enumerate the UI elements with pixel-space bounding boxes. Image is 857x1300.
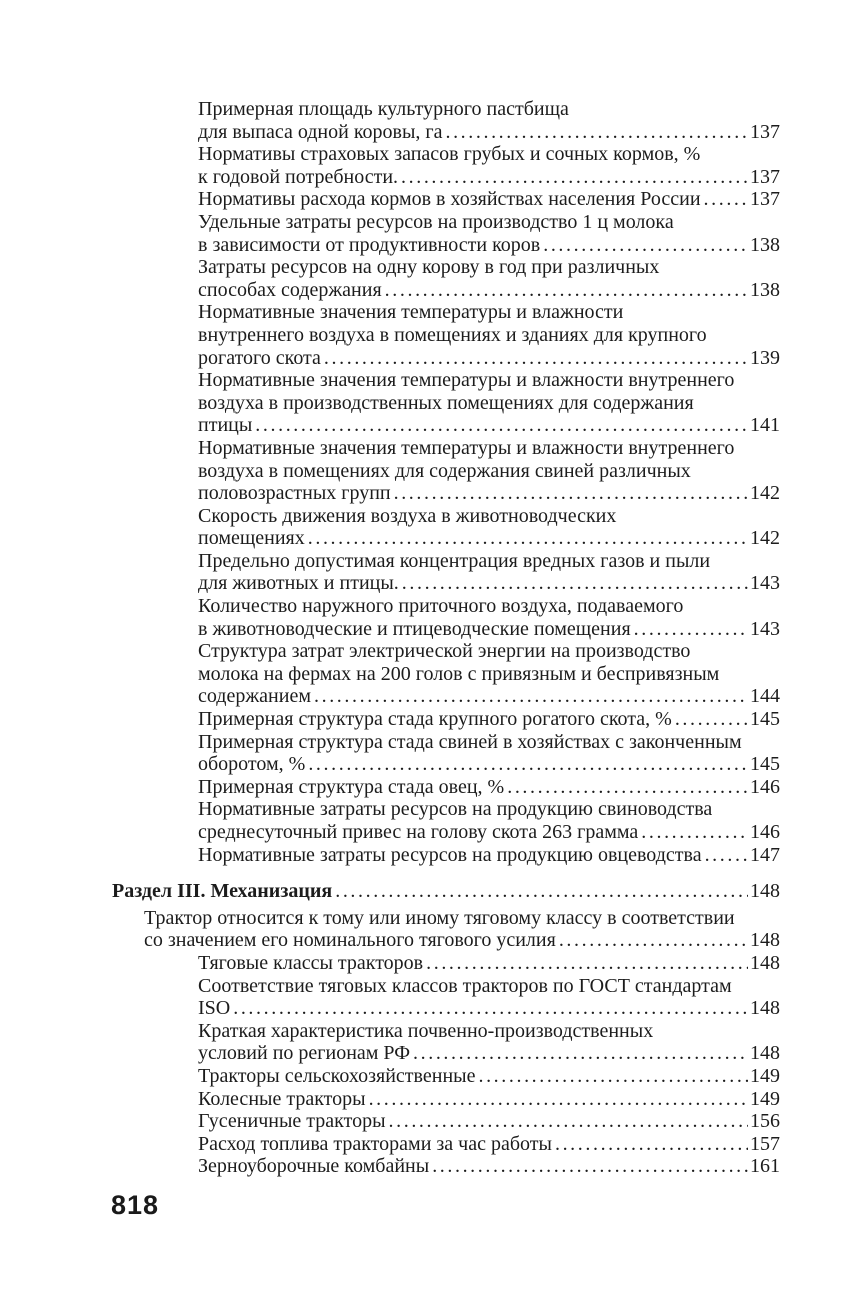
toc-entry-line: Нормативные значения температуры и влажности внутреннего <box>198 369 735 392</box>
toc-entry-title: птицы <box>198 414 253 437</box>
dot-leader <box>369 1088 748 1111</box>
toc-entry-line <box>198 685 780 708</box>
toc-entry-line: Нормативные затраты ресурсов на продукцию свиноводства <box>198 798 713 821</box>
toc-entry <box>0 1088 780 1111</box>
toc-page-number: 137 <box>750 120 780 143</box>
toc-entry <box>0 143 780 188</box>
toc-entry-line <box>198 997 780 1020</box>
toc-page-number: 149 <box>750 1064 780 1087</box>
toc-entry <box>0 188 780 211</box>
toc-entry-line: воздуха в помещениях для содержания свиней различных <box>198 459 691 482</box>
toc-entry <box>0 907 780 952</box>
toc-entry-title: условий по регионам РФ <box>198 1042 411 1065</box>
toc-entry-line <box>198 482 780 505</box>
dot-leader <box>507 776 748 799</box>
toc-entry-line <box>198 527 780 550</box>
dot-leader <box>675 708 748 731</box>
dot-leader <box>308 753 748 776</box>
toc-entry-title: для выпаса одной коровы, га <box>198 120 443 143</box>
toc-entry <box>0 952 780 975</box>
toc-entry-line: Примерная структура стада свиней в хозяйствах с законченным <box>198 730 742 753</box>
toc-entry <box>0 550 780 595</box>
toc-page-number: 142 <box>750 527 780 550</box>
toc-page-number: 137 <box>750 188 780 211</box>
toc-page-number: 143 <box>750 572 780 595</box>
toc-section-heading <box>0 880 780 903</box>
toc-page-number: 146 <box>750 775 780 798</box>
toc-page-number: 141 <box>750 414 780 437</box>
dot-leader <box>401 166 748 189</box>
toc-entry <box>0 1065 780 1088</box>
toc-entry-title: Примерная структура стада овец, % <box>198 775 505 798</box>
toc-entry-line: Нормативы страховых запасов грубых и сочных кормов, % <box>198 143 701 166</box>
toc-page-number: 145 <box>750 708 780 731</box>
toc-entry-title: оборотом, % <box>198 753 306 776</box>
toc-entry-title: Колесные тракторы <box>198 1087 366 1110</box>
toc-entry-title: Гусеничные тракторы <box>198 1110 386 1133</box>
toc-entry-title: Тракторы сельскохозяйственные <box>198 1064 476 1087</box>
toc-entry-line <box>198 234 780 257</box>
toc-entry-line <box>198 1133 780 1156</box>
dot-leader <box>543 234 748 257</box>
folio-page-number: 818 <box>111 1190 160 1220</box>
toc-entry <box>0 98 780 143</box>
toc-entry-line: Трактор относится к тому или иному тяговому классу в соответствии <box>144 906 735 929</box>
toc-entry-title: Тяговые классы тракторов <box>198 951 424 974</box>
toc-entry-line: Количество наружного приточного воздуха, подаваемого <box>198 595 684 618</box>
toc-page-number: 147 <box>750 843 780 866</box>
toc-entry-title: в животноводческие и птицеводческие помещения <box>198 617 631 640</box>
dot-leader <box>233 997 748 1020</box>
toc-page-number: 156 <box>750 1110 780 1133</box>
toc-entry-line <box>198 347 780 370</box>
toc-entry-line <box>198 414 780 437</box>
toc-entry-title: со значением его номинального тягового усилия <box>144 929 556 952</box>
toc-entry-title: ISO <box>198 997 231 1020</box>
toc-entry <box>0 708 780 731</box>
dot-leader <box>445 121 748 144</box>
dot-leader <box>634 618 748 641</box>
toc-page-number: 161 <box>750 1155 780 1178</box>
toc-entry-line: Соответствие тяговых классов тракторов по ГОСТ стандартам <box>198 974 732 997</box>
toc-page-number: 148 <box>750 1042 780 1065</box>
toc-entry <box>0 595 780 640</box>
toc-entry-line: Краткая характеристика почвенно-производственных <box>198 1019 654 1042</box>
toc-entry-line <box>198 572 780 595</box>
toc-entry <box>0 437 780 505</box>
dot-leader <box>478 1065 748 1088</box>
toc-entry <box>0 256 780 301</box>
dot-leader <box>324 347 748 370</box>
toc-entry-title: помещениях <box>198 527 305 550</box>
toc-entry <box>0 1110 780 1133</box>
toc-entry-title: в зависимости от продуктивности коров <box>198 233 541 256</box>
toc-entry-line: воздуха в производственных помещениях для содержания <box>198 391 694 414</box>
dot-leader <box>335 880 748 903</box>
dot-leader <box>308 527 748 550</box>
toc-entry-line: Нормативные значения температуры и влажности <box>198 301 624 324</box>
toc-entry <box>0 731 780 776</box>
toc-page-number: 146 <box>750 821 780 843</box>
dot-leader <box>705 844 748 867</box>
toc-entry-line: внутреннего воздуха в помещениях и зданиях для крупного <box>198 323 707 346</box>
toc-entry <box>0 505 780 550</box>
dot-leader <box>704 188 748 211</box>
toc-entry <box>0 369 780 437</box>
toc-entry <box>0 211 780 256</box>
toc-entry-line <box>198 166 780 189</box>
toc-entry-title: половозрастных групп <box>198 482 391 505</box>
toc-entry-title: Зерноуборочные комбайны <box>198 1155 430 1178</box>
toc-entry-line <box>198 188 780 211</box>
toc-entry-title: Нормативы расхода кормов в хозяйствах населения России <box>198 188 701 211</box>
toc-entry-line <box>198 776 780 799</box>
toc-entry <box>0 776 780 799</box>
toc-entry-line <box>198 618 780 641</box>
dot-leader <box>385 279 748 302</box>
toc-entry-title: Раздел III. Механизация <box>112 880 333 903</box>
toc-entry-line <box>198 1088 780 1111</box>
toc-entry <box>0 975 780 1020</box>
toc-entry <box>0 301 780 369</box>
dot-leader <box>314 685 748 708</box>
table-of-contents <box>0 98 780 1178</box>
toc-entry-line: Удельные затраты ресурсов на производство 1 ц молока <box>198 210 674 233</box>
dot-leader <box>255 414 748 437</box>
toc-entry-line: Затраты ресурсов на одну корову в год при различных <box>198 256 660 279</box>
dot-leader <box>559 929 748 952</box>
toc-entry-line <box>198 821 780 844</box>
toc-entry-line <box>198 1110 780 1133</box>
toc-entry <box>0 1133 780 1156</box>
toc-page-number: 139 <box>750 346 780 369</box>
toc-page-number: 138 <box>750 278 780 301</box>
toc-entry-line <box>112 880 780 903</box>
toc-entry <box>0 1155 780 1178</box>
toc-entry-title: среднесуточный привес на голову скота 263 грамма <box>198 821 639 843</box>
toc-entry-title: содержанием <box>198 685 311 708</box>
toc-entry <box>0 798 780 843</box>
toc-page-number: 148 <box>750 997 780 1020</box>
toc-entry-line <box>198 708 780 731</box>
toc-entry-line: Скорость движения воздуха в животноводческих <box>198 504 617 527</box>
toc-entry-line: Предельно допустимая концентрация вредных газов и пыли <box>198 549 711 572</box>
dot-leader <box>555 1133 748 1156</box>
dot-leader <box>641 821 748 844</box>
toc-page-number: 143 <box>750 617 780 640</box>
dot-leader <box>394 482 748 505</box>
toc-page-number: 148 <box>750 880 780 903</box>
toc-page-number: 145 <box>750 753 780 776</box>
toc-entry-line: молока на фермах на 200 голов с привязным и беспривязным <box>198 662 720 685</box>
toc-entry-line <box>198 844 780 867</box>
toc-entry-line <box>198 121 780 144</box>
toc-entry-line <box>198 1065 780 1088</box>
toc-page-number: 138 <box>750 233 780 256</box>
toc-entry-title: к годовой потребности. <box>198 165 399 188</box>
toc-entry-title: Нормативные затраты ресурсов на продукцию овцеводства <box>198 843 702 866</box>
toc-entry <box>0 844 780 867</box>
dot-leader <box>389 1110 748 1133</box>
toc-entry-line <box>198 952 780 975</box>
toc-page-number: 144 <box>750 685 780 708</box>
toc-page-number: 142 <box>750 482 780 505</box>
toc-page-number: 148 <box>750 951 780 974</box>
toc-entry-title: Расход топлива тракторами за час работы <box>198 1132 552 1155</box>
toc-page-number: 137 <box>750 165 780 188</box>
toc-entry-line <box>144 929 780 952</box>
toc-entry-line <box>198 279 780 302</box>
toc-entry <box>0 640 780 708</box>
toc-entry-title: для животных и птицы. <box>198 572 399 595</box>
toc-entry-line <box>198 753 780 776</box>
dot-leader <box>402 572 748 595</box>
toc-entry-line: Структура затрат электрической энергии на производство <box>198 640 691 663</box>
toc-entry-line: Примерная площадь культурного пастбища <box>198 98 569 120</box>
toc-entry-line <box>198 1042 780 1065</box>
toc-entry-line <box>198 1155 780 1178</box>
dot-leader <box>432 1155 748 1178</box>
toc-page-number: 157 <box>750 1132 780 1155</box>
dot-leader <box>426 952 748 975</box>
dot-leader <box>413 1042 748 1065</box>
toc-page-number: 148 <box>750 929 780 952</box>
toc-entry-line: Нормативные значения температуры и влажности внутреннего <box>198 436 735 459</box>
toc-entry-title: Примерная структура стада крупного рогатого скота, % <box>198 708 672 731</box>
toc-entry <box>0 1020 780 1065</box>
toc-page-number: 149 <box>750 1087 780 1110</box>
toc-entry-title: способах содержания <box>198 278 382 301</box>
toc-entry-title: рогатого скота <box>198 346 321 369</box>
